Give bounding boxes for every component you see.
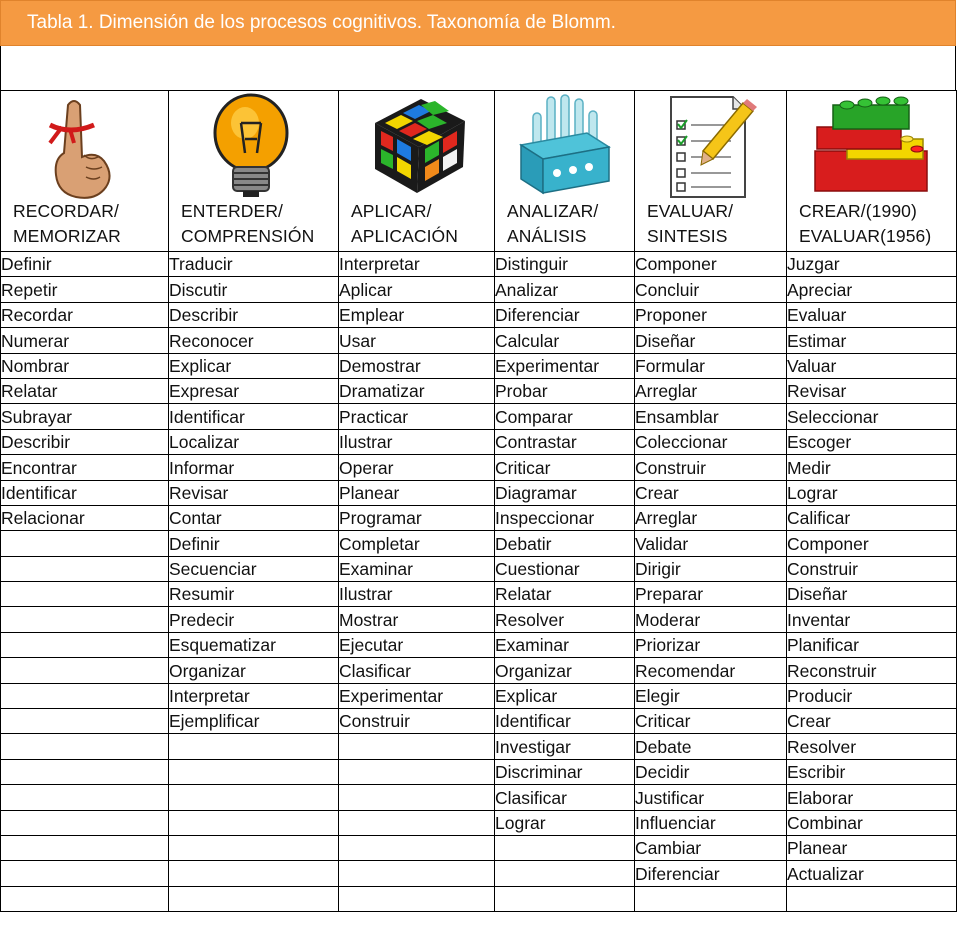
- verb-cell: Componer: [635, 252, 787, 277]
- table-row: [1, 302, 957, 327]
- verb-cell: Investigar: [495, 734, 635, 759]
- verb-cell: [1, 835, 169, 860]
- verb-cell: Probar: [495, 378, 635, 403]
- verb-cell: [495, 835, 635, 860]
- verb-cell: [339, 734, 495, 759]
- verb-cell: Recomendar: [635, 658, 787, 683]
- light-bulb-icon: [169, 93, 338, 201]
- verb-cell: Diagramar: [495, 480, 635, 505]
- verb-cell: Practicar: [339, 404, 495, 429]
- verb-cell: Justificar: [635, 785, 787, 810]
- verb-cell: [1, 709, 169, 734]
- column-title-line2: MEMORIZAR: [13, 226, 121, 246]
- table-row: [1, 480, 957, 505]
- verb-cell: [1, 607, 169, 632]
- verb-cell: Subrayar: [1, 404, 169, 429]
- verb-cell: Contar: [169, 505, 339, 530]
- column-title-line1: ENTERDER/: [181, 201, 284, 221]
- verb-cell: Completar: [339, 531, 495, 556]
- table-caption-bar: [0, 0, 956, 46]
- verb-cell: [169, 810, 339, 835]
- verb-cell: Planificar: [787, 632, 957, 657]
- verb-cell: Ilustrar: [339, 582, 495, 607]
- verb-cell: Revisar: [787, 378, 957, 403]
- verb-cell: [1, 683, 169, 708]
- verb-cell: Lograr: [495, 810, 635, 835]
- verb-cell: [169, 759, 339, 784]
- verb-cell: Ejecutar: [339, 632, 495, 657]
- verb-cell: Explicar: [169, 353, 339, 378]
- verb-cell: Inventar: [787, 607, 957, 632]
- verb-cell: [339, 861, 495, 886]
- column-title-line2: ANÁLISIS: [507, 226, 587, 246]
- finger-ribbon-icon: [1, 93, 168, 201]
- table-caption: Tabla 1. Dimensión de los procesos cognitivos. Taxonomía de Blomm.: [27, 12, 616, 33]
- verb-cell: Operar: [339, 455, 495, 480]
- verb-cell: Influenciar: [635, 810, 787, 835]
- verb-cell: [1, 785, 169, 810]
- table-row: [1, 861, 957, 886]
- verb-cell: Programar: [339, 505, 495, 530]
- verb-cell: Arreglar: [635, 378, 787, 403]
- column-title-line2: SINTESIS: [647, 226, 728, 246]
- verb-cell: Experimentar: [339, 683, 495, 708]
- verb-cell: [339, 810, 495, 835]
- column-title-line2: APLICACIÓN: [351, 226, 458, 246]
- verb-cell: Diferenciar: [635, 861, 787, 886]
- building-blocks-icon: [787, 93, 956, 201]
- verb-cell: Ilustrar: [339, 429, 495, 454]
- verb-cell: Emplear: [339, 302, 495, 327]
- verb-cell: Seleccionar: [787, 404, 957, 429]
- verb-cell: [169, 861, 339, 886]
- verb-cell: Nombrar: [1, 353, 169, 378]
- verb-cell: Identificar: [495, 709, 635, 734]
- verb-cell: [1, 632, 169, 657]
- verb-cell: Diseñar: [635, 328, 787, 353]
- checklist-pencil-icon: [635, 93, 786, 201]
- verb-cell: Formular: [635, 353, 787, 378]
- verb-cell: Reconstruir: [787, 658, 957, 683]
- verb-cell: Expresar: [169, 378, 339, 403]
- verb-cell: Validar: [635, 531, 787, 556]
- verb-cell: [1, 861, 169, 886]
- verb-cell: Dirigir: [635, 556, 787, 581]
- verb-cell: Arreglar: [635, 505, 787, 530]
- verb-cell: Ensamblar: [635, 404, 787, 429]
- verb-cell: Analizar: [495, 277, 635, 302]
- verb-cell: Relatar: [1, 378, 169, 403]
- verb-cell: Inspeccionar: [495, 505, 635, 530]
- verb-cell: Valuar: [787, 353, 957, 378]
- column-title-line2: COMPRENSIÓN: [181, 226, 315, 246]
- verb-cell: [1, 582, 169, 607]
- blank-header-row: [0, 46, 956, 91]
- verb-cell: Esquematizar: [169, 632, 339, 657]
- verb-cell: Elegir: [635, 683, 787, 708]
- verb-cell: Definir: [169, 531, 339, 556]
- table-row: [1, 810, 957, 835]
- verb-cell: [169, 734, 339, 759]
- verb-cell: Escribir: [787, 759, 957, 784]
- verb-cell: Resolver: [787, 734, 957, 759]
- verb-cell: Combinar: [787, 810, 957, 835]
- verb-cell: Medir: [787, 455, 957, 480]
- verb-cell: Construir: [635, 455, 787, 480]
- verb-cell: Relatar: [495, 582, 635, 607]
- verb-cell: Estimar: [787, 328, 957, 353]
- verb-cell: [1, 658, 169, 683]
- table-row: [1, 353, 957, 378]
- verb-cell: Dramatizar: [339, 378, 495, 403]
- table-row: [1, 378, 957, 403]
- verb-cell: Producir: [787, 683, 957, 708]
- verb-cell: Explicar: [495, 683, 635, 708]
- verb-cell: Describir: [1, 429, 169, 454]
- verb-cell: Clasificar: [495, 785, 635, 810]
- verb-cell: Organizar: [495, 658, 635, 683]
- verb-cell: [1, 531, 169, 556]
- verb-cell: Escoger: [787, 429, 957, 454]
- verb-cell: Examinar: [339, 556, 495, 581]
- verb-cell: Resolver: [495, 607, 635, 632]
- verb-cell: Usar: [339, 328, 495, 353]
- verb-cell: Distinguir: [495, 252, 635, 277]
- column-title-line1: EVALUAR/: [647, 201, 734, 221]
- verb-cell: Predecir: [169, 607, 339, 632]
- verb-cell: Mostrar: [339, 607, 495, 632]
- table-row: [1, 658, 957, 683]
- verb-cell: Proponer: [635, 302, 787, 327]
- column-title-line1: RECORDAR/: [13, 201, 119, 221]
- verb-cell: [1, 810, 169, 835]
- verb-cell: Numerar: [1, 328, 169, 353]
- verb-cell: [1, 759, 169, 784]
- verb-cell: Concluir: [635, 277, 787, 302]
- table-row: [1, 429, 957, 454]
- verb-cell: Ejemplificar: [169, 709, 339, 734]
- table-row: [1, 683, 957, 708]
- table-row: [1, 709, 957, 734]
- verb-cell: Calificar: [787, 505, 957, 530]
- verb-cell: Contrastar: [495, 429, 635, 454]
- verb-cell: Describir: [169, 302, 339, 327]
- verb-cell: Criticar: [635, 709, 787, 734]
- verb-cell: Interpretar: [169, 683, 339, 708]
- verb-cell: [339, 835, 495, 860]
- verb-cell: Crear: [635, 480, 787, 505]
- verb-cell: [1, 556, 169, 581]
- table-row: [1, 556, 957, 581]
- verb-cell: [169, 785, 339, 810]
- verb-cell: Identificar: [1, 480, 169, 505]
- verb-cell: Elaborar: [787, 785, 957, 810]
- verb-cell: Decidir: [635, 759, 787, 784]
- verb-cell: Definir: [1, 252, 169, 277]
- verb-cell: Identificar: [169, 404, 339, 429]
- table-row: [1, 328, 957, 353]
- verb-cell: Priorizar: [635, 632, 787, 657]
- verb-cell: Crear: [787, 709, 957, 734]
- verb-cell: [495, 861, 635, 886]
- verb-cell: [1, 734, 169, 759]
- verb-cell: [787, 886, 957, 911]
- verb-cell: Componer: [787, 531, 957, 556]
- verb-cell: Encontrar: [1, 455, 169, 480]
- column-title-line1: CREAR/(1990): [799, 201, 917, 221]
- verb-cell: [1, 886, 169, 911]
- verb-cell: [169, 886, 339, 911]
- verb-cell: Preparar: [635, 582, 787, 607]
- table-row: [1, 785, 957, 810]
- verb-cell: Planear: [787, 835, 957, 860]
- column-header-analizar: [495, 91, 635, 252]
- table-row: [1, 632, 957, 657]
- table-row: [1, 252, 957, 277]
- verb-cell: Apreciar: [787, 277, 957, 302]
- verb-cell: [339, 785, 495, 810]
- verb-cell: Lograr: [787, 480, 957, 505]
- header-row: [1, 91, 957, 252]
- verb-cell: Experimentar: [495, 353, 635, 378]
- verb-cell: Organizar: [169, 658, 339, 683]
- table-row: [1, 759, 957, 784]
- table-row: [1, 277, 957, 302]
- verb-cell: Criticar: [495, 455, 635, 480]
- verb-cell: [339, 759, 495, 784]
- verb-cell: Calcular: [495, 328, 635, 353]
- verb-cell: Revisar: [169, 480, 339, 505]
- verb-cell: Repetir: [1, 277, 169, 302]
- column-title-line2: EVALUAR(1956): [799, 226, 932, 246]
- column-title-line1: ANALIZAR/: [507, 201, 599, 221]
- column-header-recordar: [1, 91, 169, 252]
- table-row: [1, 455, 957, 480]
- taxonomy-table: [0, 90, 957, 912]
- verb-cell: Aplicar: [339, 277, 495, 302]
- verb-cell: Resumir: [169, 582, 339, 607]
- verb-cell: Discriminar: [495, 759, 635, 784]
- verb-cell: Relacionar: [1, 505, 169, 530]
- verb-cell: Moderar: [635, 607, 787, 632]
- verb-cell: [635, 886, 787, 911]
- verb-cell: Diferenciar: [495, 302, 635, 327]
- table-row: [1, 505, 957, 530]
- verb-cell: Actualizar: [787, 861, 957, 886]
- verb-cell: Debate: [635, 734, 787, 759]
- verb-cell: Comparar: [495, 404, 635, 429]
- column-header-aplicar: [339, 91, 495, 252]
- table-row: [1, 531, 957, 556]
- verb-cell: [169, 835, 339, 860]
- verb-cell: Traducir: [169, 252, 339, 277]
- verb-cell: Reconocer: [169, 328, 339, 353]
- verb-cell: Examinar: [495, 632, 635, 657]
- column-header-crear: [787, 91, 957, 252]
- table-row: [1, 835, 957, 860]
- verb-cell: Evaluar: [787, 302, 957, 327]
- verb-cell: Localizar: [169, 429, 339, 454]
- verb-cell: Demostrar: [339, 353, 495, 378]
- verb-cell: Cuestionar: [495, 556, 635, 581]
- verb-cell: Coleccionar: [635, 429, 787, 454]
- verb-cell: [339, 886, 495, 911]
- verb-cell: Discutir: [169, 277, 339, 302]
- verb-cell: Secuenciar: [169, 556, 339, 581]
- verb-cell: Construir: [787, 556, 957, 581]
- verb-cell: Debatir: [495, 531, 635, 556]
- verb-cell: Clasificar: [339, 658, 495, 683]
- table-row: [1, 404, 957, 429]
- verb-cell: Planear: [339, 480, 495, 505]
- table-row: [1, 582, 957, 607]
- column-header-evaluar: [635, 91, 787, 252]
- verb-cell: Recordar: [1, 302, 169, 327]
- table-row: [1, 734, 957, 759]
- verb-cell: Juzgar: [787, 252, 957, 277]
- test-tubes-icon: [495, 93, 634, 201]
- column-header-entender: [169, 91, 339, 252]
- verb-cell: Diseñar: [787, 582, 957, 607]
- verb-cell: Construir: [339, 709, 495, 734]
- verb-cell: [495, 886, 635, 911]
- table-row: [1, 607, 957, 632]
- verb-cell: Interpretar: [339, 252, 495, 277]
- verb-cell: Informar: [169, 455, 339, 480]
- column-title-line1: APLICAR/: [351, 201, 432, 221]
- rubiks-cube-icon: [339, 93, 494, 201]
- verb-cell: Cambiar: [635, 835, 787, 860]
- table-row: [1, 886, 957, 911]
